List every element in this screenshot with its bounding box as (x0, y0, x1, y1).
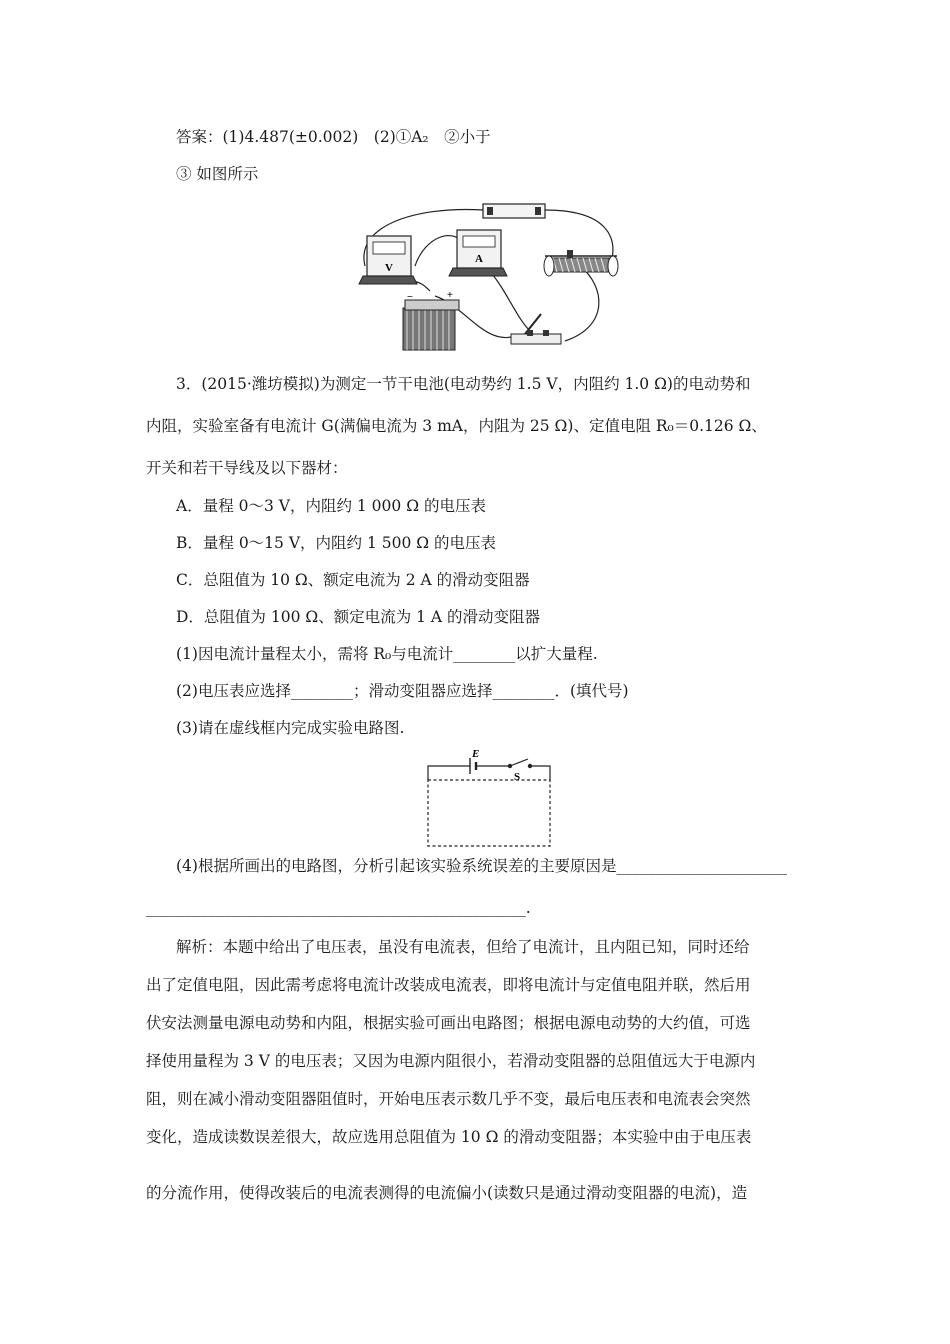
solution-line-7: 的分流作用，使得改装后的电流表测得的电流偏小(读数只是通过滑动变阻器的电流)，造 (146, 1184, 748, 1202)
answer-line-1: 答案：(1)4.487(±0.002) (2)①A₂ ②小于 (176, 128, 491, 146)
question-3: (3)请在虚线框内完成实验电路图. (176, 719, 405, 737)
circuit-box-figure (420, 746, 560, 850)
option-a: A．量程 0～3 V，内阻约 1 000 Ω 的电压表 (176, 497, 486, 515)
svg-text:+: + (447, 290, 453, 301)
answer-line-2: ③ 如图所示 (176, 165, 259, 183)
option-d: D．总阻值为 100 Ω、额定电流为 1 A 的滑动变阻器 (176, 608, 541, 626)
option-b: B．量程 0～15 V，内阻约 1 500 Ω 的电压表 (176, 534, 497, 552)
svg-text:−: − (407, 292, 413, 303)
svg-text:A: A (475, 253, 483, 265)
question-4-line-1: (4)根据所画出的电路图，分析引起该实验系统误差的主要原因是______________________ (176, 857, 787, 875)
problem-intro-2: 内阻，实验室备有电流计 G(满偏电流为 3 mA，内阻为 25 Ω)、定值电阻 R₀＝0.126 Ω、 (146, 417, 767, 435)
solution-line-4: 择使用量程为 3 V 的电压表；又因为电源内阻很小，若滑动变阻器的总阻值远大于电源内 (146, 1052, 756, 1070)
battery-icon (403, 290, 459, 350)
svg-text:V: V (385, 262, 393, 274)
solution-line-5: 阻，则在减小滑动变阻器阻值时，开始电压表示数几乎不变，最后电压表和电流表会突然 (146, 1090, 751, 1108)
solution-line-2: 出了定值电阻，因此需考虑将电流计改装成电流表，即将电流计与定值电阻并联，然后用 (146, 976, 751, 994)
problem-intro-3: 开关和若干导线及以下器材： (146, 459, 348, 477)
solution-line-1: 解析：本题中给出了电压表，虽没有电流表，但给了电流计，且内阻已知，同时还给 (176, 938, 750, 956)
ammeter-icon (449, 230, 507, 276)
solution-line-3: 伏安法测量电源电动势和内阻，根据实验可画出电路图；根据电源电动势的大约值，可选 (146, 1014, 751, 1032)
apparatus-figure (355, 196, 630, 356)
switch-label: S (514, 771, 521, 783)
rheostat-icon (544, 250, 618, 276)
option-c: C．总阻值为 10 Ω、额定电流为 2 A 的滑动变阻器 (176, 571, 530, 589)
emf-label: E (472, 748, 480, 760)
switch-icon (511, 314, 561, 344)
question-4-line-2: _________________________________________________. (146, 899, 531, 917)
question-1: (1)因电流计量程太小，需将 R₀与电流计________以扩大量程. (176, 645, 598, 663)
solution-line-6: 变化，造成读数误差很大，故应选用总阻值为 10 Ω 的滑动变阻器；本实验中由于电压表 (146, 1128, 752, 1146)
problem-intro-1: 3．(2015·潍坊模拟)为测定一节干电池(电动势约 1.5 V，内阻约 1.0 Ω)的电动势和 (176, 375, 751, 393)
voltmeter-icon (359, 236, 417, 284)
question-2: (2)电压表应选择________；滑动变阻器应选择________．(填代号) (176, 682, 629, 700)
